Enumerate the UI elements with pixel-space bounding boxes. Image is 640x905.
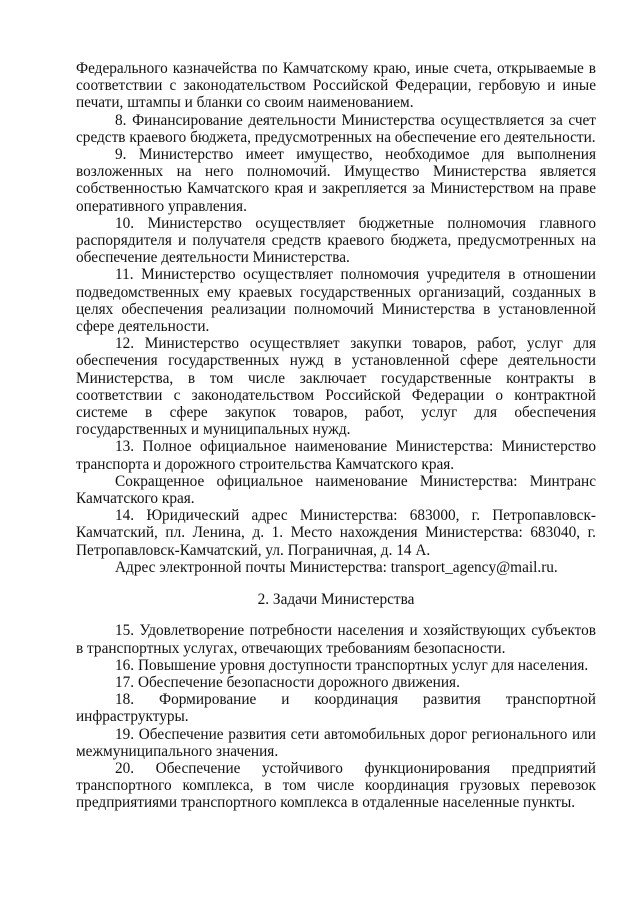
paragraph-9: 9. Министерство имеет имущество, необходимое для выполнения возложенных на него полномочий. Имущество Министерства является собственностью Камчатского края и закрепляется за Министерством на праве оперативного управления. [76,146,596,215]
paragraph-13: 13. Полное официальное наименование Министерства: Министерство транспорта и дорожного строительства Камчатского края. [76,438,596,473]
document-page [76,60,596,812]
paragraph-19: 19. Обеспечение развития сети автомобильных дорог регионального или межмуниципального значения. [76,725,596,760]
paragraph-11: 11. Министерство осуществляет полномочия учредителя в отношении подведомственных ему краевых государственных организаций, созданных в целях обеспечения реализации полномочий Министерства в установленной сфере деятельности. [76,266,596,336]
paragraph-continuation: Федерального казначейства по Камчатскому краю, иные счета, открываемые в соответствии с законодательством Российской Федерации, гербовую и иные печати, штампы и бланки со своим наименованием. [76,60,596,112]
paragraph-14: 14. Юридический адрес Министерства: 683000, г. Петропавловск-Камчатский, пл. Ленина, д. 1. Место нахождения Министерства: 683040, г. Петропавловск-Камчатский, ул. Пограничная, д. 14 А. [76,507,596,559]
paragraph-8: 8. Финансирование деятельности Министерства осуществляется за счет средств краевого бюджета, предусмотренных на обеспечение его деятельности. [76,111,596,146]
section-heading: 2. Задачи Министерства [257,591,415,609]
paragraph-20: 20. Обеспечение устойчивого функционирования предприятий транспортного комплекса, в том числе координация грузовых перевозок предприятиями транспортного комплекса в отдаленные населенные пункты. [76,759,596,812]
paragraph-10: 10. Министерство осуществляет бюджетные полномочия главного распорядителя и получателя средств краевого бюджета, предусмотренных на обеспечение деятельности Министерства. [76,214,596,267]
paragraph-15: 15. Удовлетворение потребности населения и хозяйствующих субъектов в транспортных услугах, отвечающих требованиям безопасности. [76,622,596,657]
paragraph-17: 17. Обеспечение безопасности дорожного движения. [115,673,460,691]
paragraph-12: 12. Министерство осуществляет закупки товаров, работ, услуг для обеспечения государственных нужд в установленной сфере деятельности Министерства, в том числе заключает государственные контракты в соответствии с законодательством Российской Федерации о контрактной системе в сфере закупок товаров, работ, услуг для обеспечения государственных и муниципальных нужд. [76,335,596,439]
paragraph-email: Адрес электронной почты Министерства: transport_agency@mail.ru. [115,558,558,576]
paragraph-18: 18. Формирование и координация развития транспортной инфраструктуры. [76,691,596,726]
paragraph-16: 16. Повышение уровня доступности транспортных услуг для населения. [115,656,589,674]
paragraph-short-name: Сокращенное официальное наименование Министерства: Минтранс Камчатского края. [76,472,596,508]
